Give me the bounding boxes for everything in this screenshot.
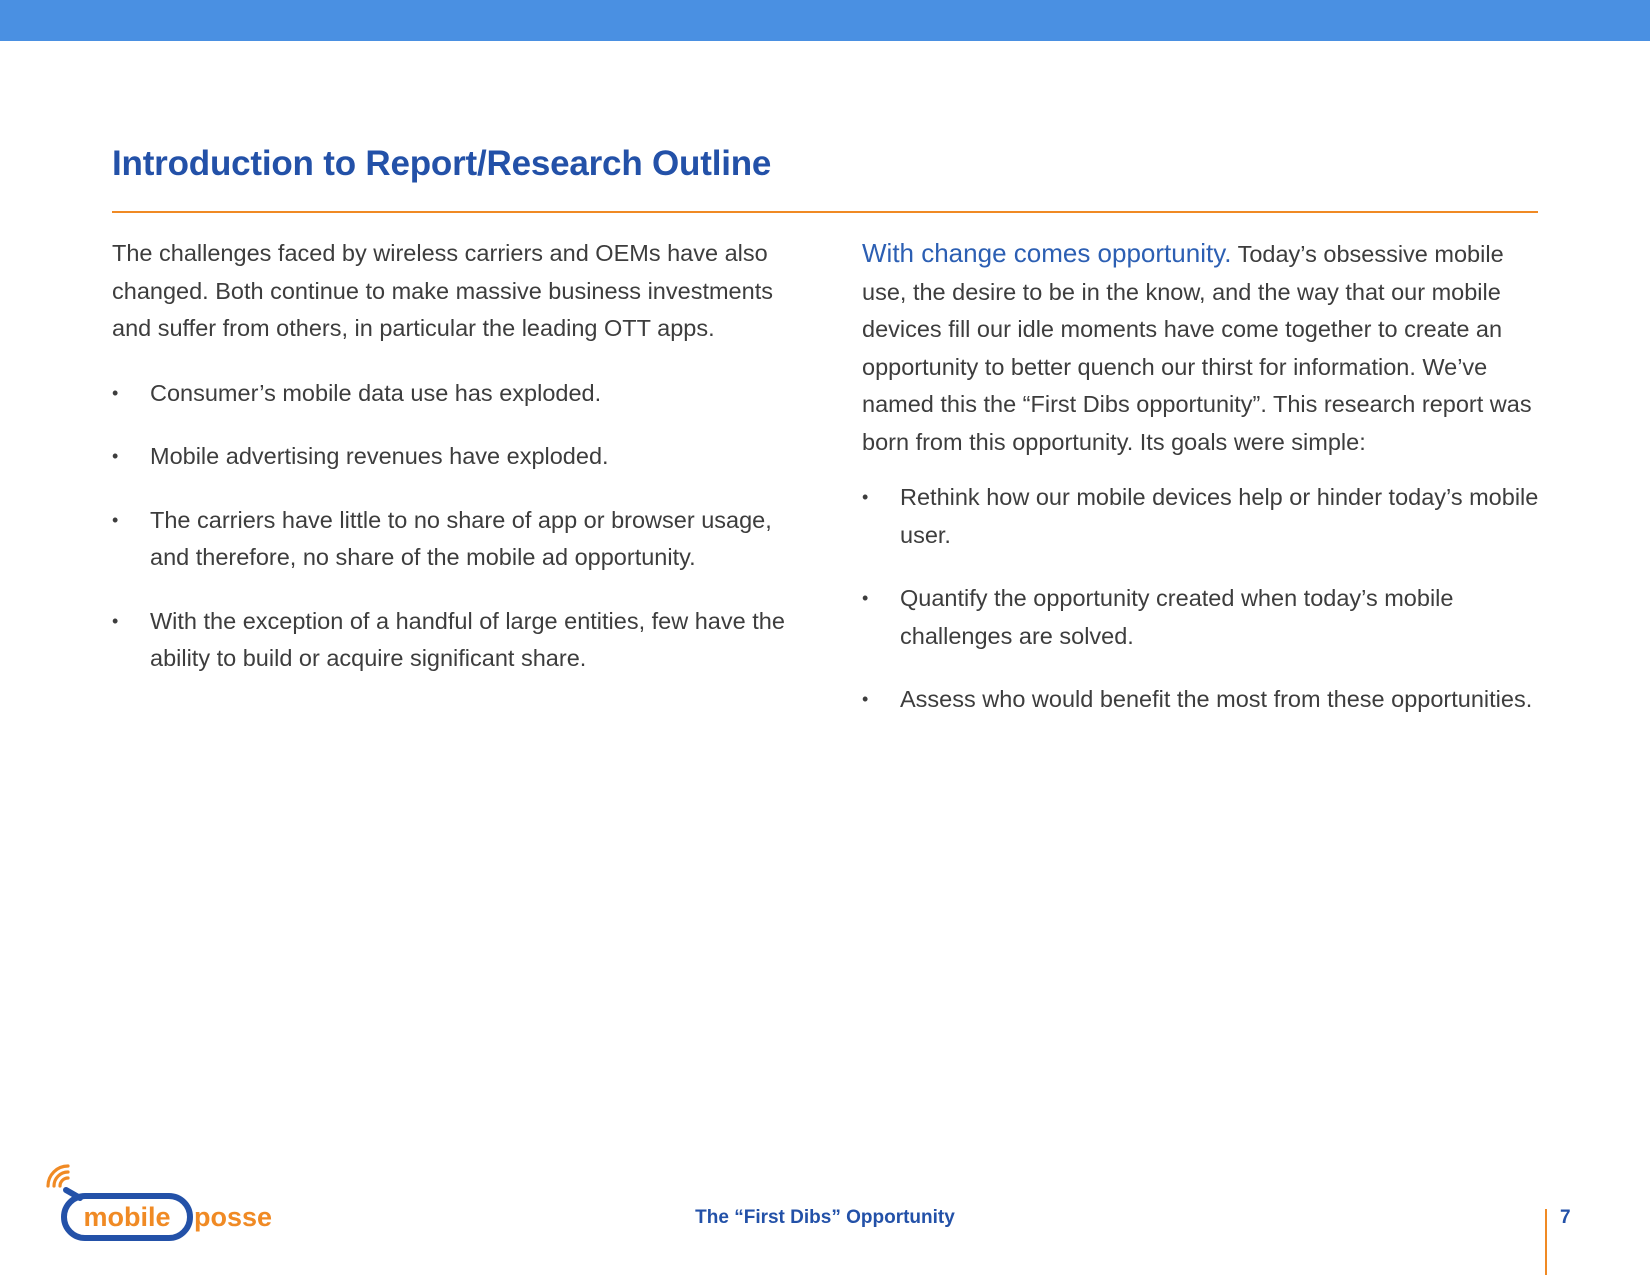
- list-item: [112, 375, 792, 413]
- lead-phrase: With change comes opportunity.: [862, 238, 1232, 268]
- footer-document-title: The “First Dibs” Opportunity: [695, 1207, 955, 1228]
- list-item: [862, 479, 1552, 554]
- list-item-text: Consumer’s mobile data use has exploded.: [150, 379, 602, 406]
- logo-bubble-tail: [66, 1190, 80, 1198]
- bullet-icon: •: [112, 610, 119, 631]
- bullet-icon: •: [862, 588, 869, 608]
- list-item: [862, 681, 1552, 719]
- list-item-text: The carriers have little to no share of app or browser usage, and therefore, no share of the mobile ad opportunity.: [150, 506, 772, 570]
- bullet-icon: •: [862, 487, 869, 507]
- list-item: [112, 502, 792, 577]
- bullet-icon: •: [112, 509, 119, 530]
- list-item: [112, 603, 792, 678]
- signal-waves-icon: [48, 1166, 68, 1186]
- list-item: [862, 580, 1552, 655]
- list-item-text: Assess who would benefit the most from these opportunities.: [900, 686, 1533, 712]
- title-divider: [112, 211, 1538, 213]
- bullet-icon: •: [112, 382, 119, 403]
- page-title: Introduction to Report/Research Outline: [112, 144, 772, 183]
- list-item-text: Rethink how our mobile devices help or hinder today’s mobile user.: [900, 484, 1539, 548]
- mobile-posse-logo: [44, 1164, 314, 1244]
- list-item-text: Quantify the opportunity created when today’s mobile challenges are solved.: [900, 585, 1454, 649]
- footer-divider: [1545, 1209, 1547, 1275]
- right-bullet-list: [862, 479, 1552, 719]
- list-item: [112, 438, 792, 476]
- page-number: 7: [1560, 1207, 1571, 1228]
- right-column: [862, 235, 1552, 719]
- left-bullet-list: [112, 375, 792, 678]
- left-column: [112, 235, 792, 678]
- right-intro-paragraph: [862, 235, 1552, 461]
- bullet-icon: •: [862, 689, 869, 709]
- bullet-icon: •: [112, 446, 119, 466]
- logo-word-posse: posse: [194, 1202, 273, 1232]
- right-intro-text: Today’s obsessive mobile use, the desire to be in the know, and the way that our mobile devices fill our idle moments have come together to create an opportunity to better quench our thirst for information. We’ve named this the “First Dibs opportunity”. This research report was born from this opportunity. Its goals were simple:: [862, 241, 1532, 455]
- list-item-text: With the exception of a handful of large entities, few have the ability to build or acquire significant share.: [150, 607, 785, 671]
- list-item-text: Mobile advertising revenues have exploded.: [150, 443, 609, 469]
- logo-word-mobile: mobile: [83, 1202, 171, 1232]
- top-color-bar: [0, 0, 1650, 41]
- left-intro-paragraph: The challenges faced by wireless carriers and OEMs have also changed. Both continue to make massive business investments and suffer from others, in particular the leading OTT apps.: [112, 240, 773, 341]
